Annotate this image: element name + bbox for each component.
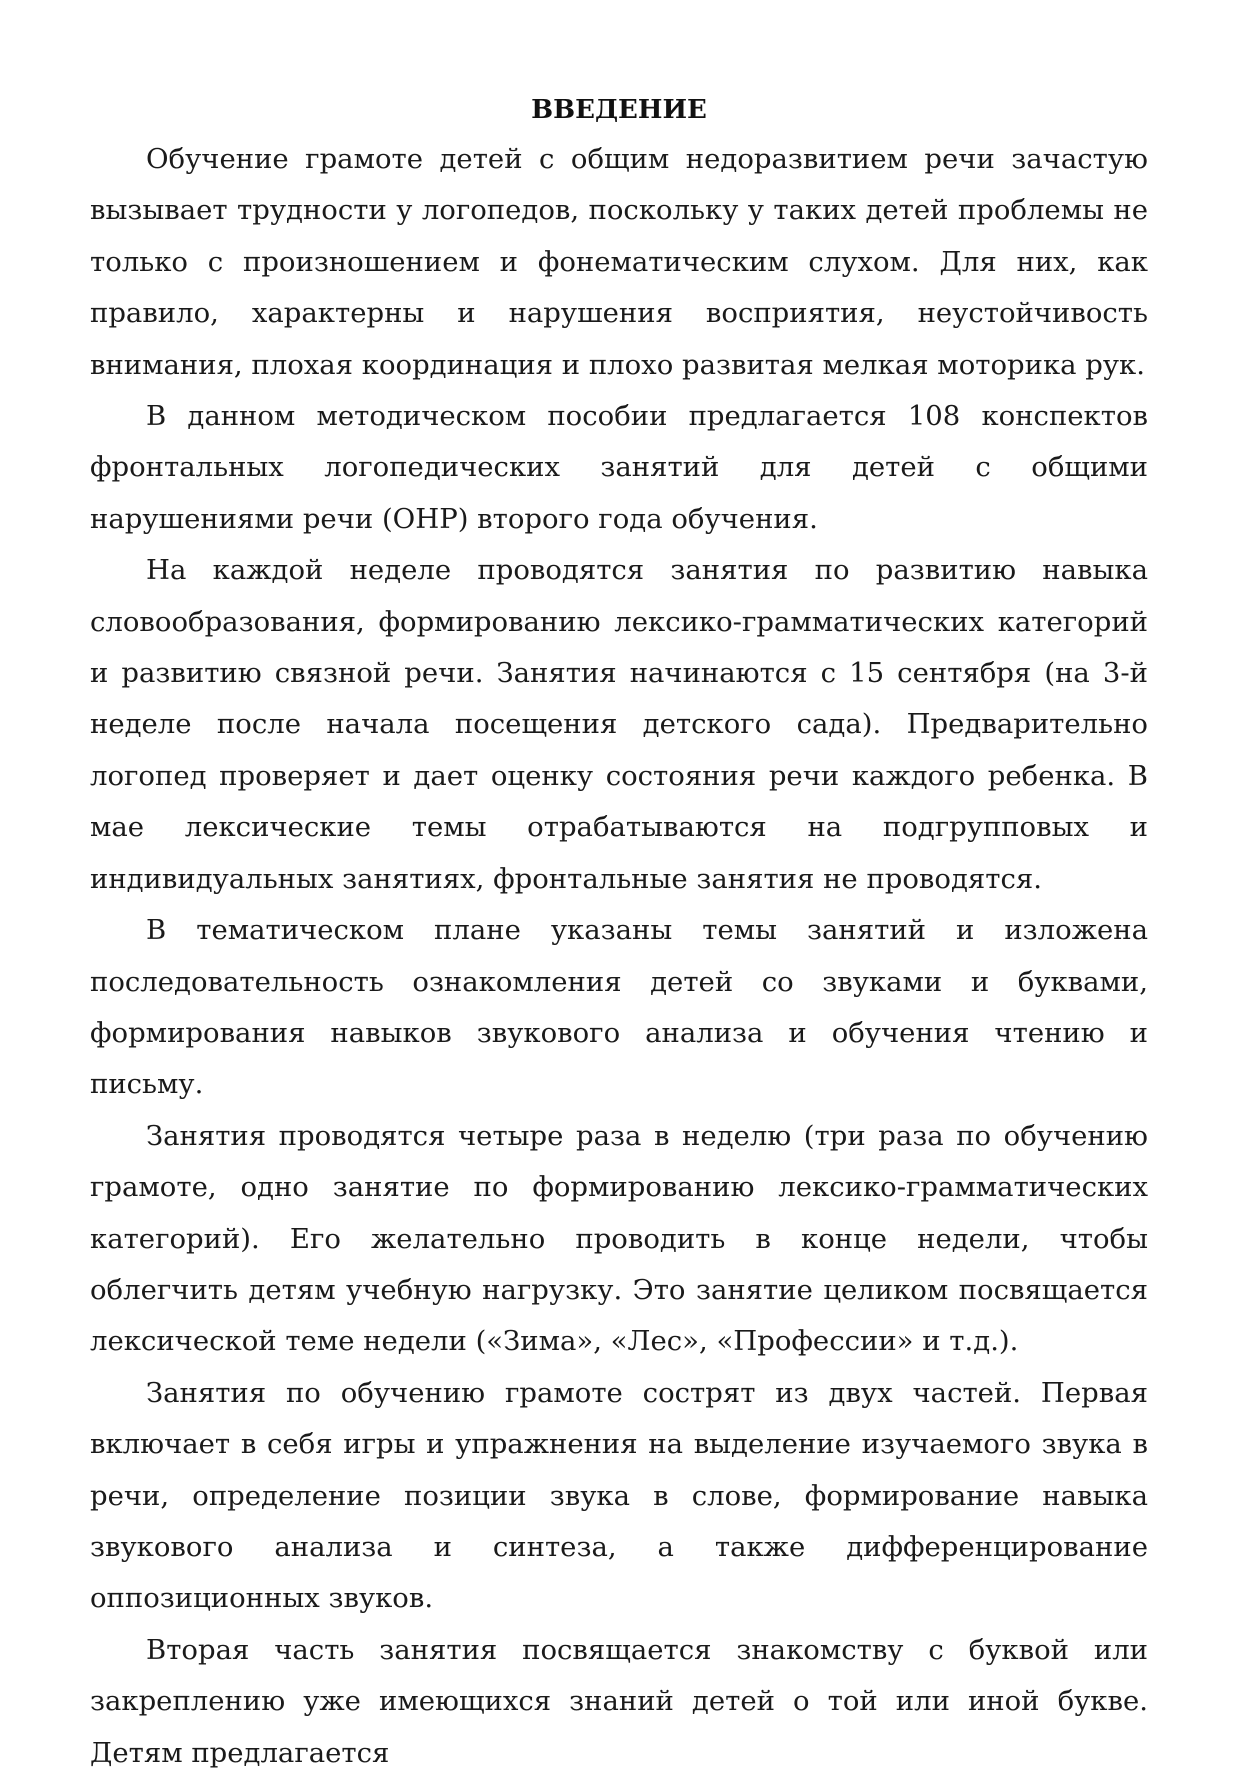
paragraph-manual-contents: В данном методическом пособии предлагается 108 конспектов фронтальных логопедических занятий для детей с общими нарушениями речи (ОНР) второго года обучения. bbox=[90, 400, 1148, 535]
paragraph-second-part: Вторая часть занятия посвящается знакомству с буквой или закреплению уже имеющихся знаний детей о той или иной букве. Детям предлагается bbox=[90, 1633, 1148, 1769]
paragraph-lesson-frequency: Занятия проводятся четыре раза в неделю (три раза по обучению грамоте, одно занятие по формированию лексико-грамматических категорий). Его желательно проводить в конце недели, чтобы облегчить детям учебную нагрузку. Это занятие целиком посвящается лексической теме недели («Зима», «Лес», «Профессии» и т.д.). bbox=[90, 1119, 1148, 1358]
paragraph-thematic-plan: В тематическом плане указаны темы занятий и изложена последовательность ознакомления детей со звуками и буквами, формирования навыков звукового анализа и обучения чтению и письму. bbox=[90, 914, 1148, 1101]
paragraph-lesson-structure: Занятия по обучению грамоте сострят из двух частей. Первая включает в себя игры и упражнения на выделение изучаемого звука в речи, определение позиции звука в слове, формирование навыка звукового анализа и синтеза, а также дифференцирование оппозиционных звуков. bbox=[90, 1376, 1148, 1615]
page-title: ВВЕДЕНИЕ bbox=[531, 95, 707, 125]
paragraph-weekly-schedule: На каждой неделе проводятся занятия по развитию навыка словообразования, формированию лексико-грамматических категорий и развитию связной речи. Занятия начинаются с 15 сентября (на 3-й неделе после начала посещения детского сада). Предварительно логопед проверяет и дает оценку состояния речи каждого ребенка. В мае лексические темы отрабатываются на подгрупповых и индивидуальных занятиях, фронтальные занятия не проводятся. bbox=[90, 554, 1148, 895]
paragraph-intro: Обучение грамоте детей с общим недоразвитием речи зачастую вызывает трудности у логопедов, поскольку у таких детей проблемы не только с произношением и фонематическим слухом. Для них, как правило, характерны и нарушения восприятия, неустойчивость внимания, плохая координация и плохо развитая мелкая моторика рук. bbox=[90, 143, 1148, 381]
document-page bbox=[90, 86, 1148, 1779]
